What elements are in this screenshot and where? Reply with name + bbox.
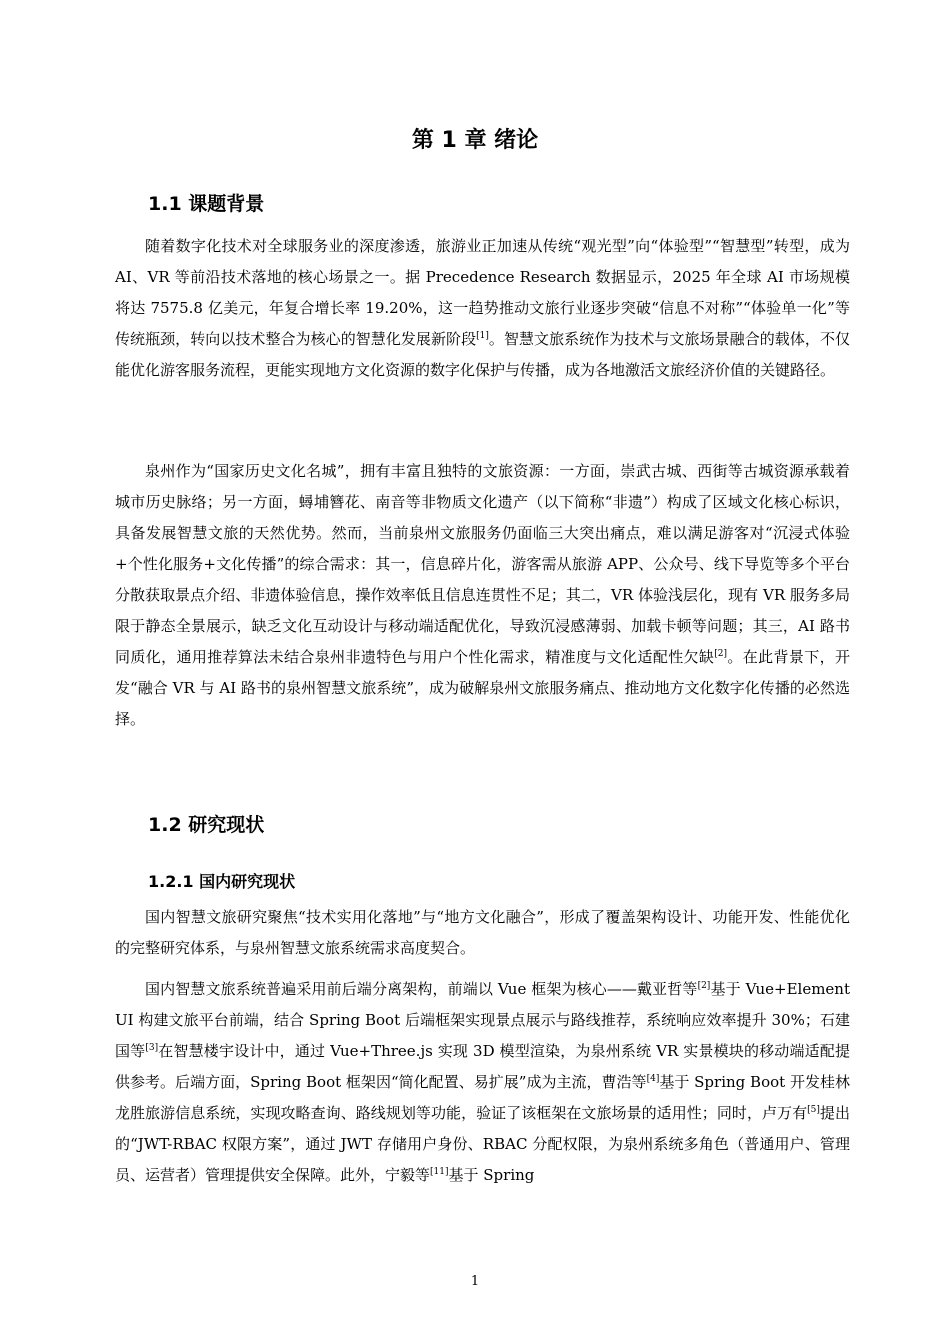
paragraph-background-1	[115, 231, 850, 386]
paragraph-text: 随着数字化技术对全球服务业的深度渗透，旅游业正加速从传统“观光型”向“体验型”“智慧型”转型，成为 AI、VR 等前沿技术落地的核心场景之一。据 Precedence Research 数据显示，2025 年全球 AI 市场规模将达 7575.8 亿美元，年复合增长率 19.20%，这一趋势推动文旅行业逐步突破“信息不对称”“体验单一化”等传统瓶颈，转向以技术整合为核心的智慧化发展新阶段	[115, 237, 850, 348]
paragraph-text: 基于 Vue+Element UI 构建文旅平台前端，结合 Spring Boot 后端框架实现景点展示与路线推荐，系统响应效率提升 30%；石建国等	[115, 980, 850, 1060]
citation: [5]	[807, 1105, 820, 1115]
chapter-title: 第 1 章 绪论	[411, 128, 539, 153]
section-heading-background: 1.1 课题背景	[148, 193, 265, 215]
paragraph-text: 基于 Spring Boot 开发桂林龙胜旅游信息系统，实现攻略查询、路线规划等功能，验证了该框架在文旅场景的适用性；同时，卢万有	[115, 1073, 850, 1122]
citation: [3]	[145, 1043, 159, 1053]
subsection-heading-domestic: 1.2.1 国内研究现状	[148, 872, 296, 891]
section-heading-research-status: 1.2 研究现状	[148, 814, 265, 836]
citation: [1]	[476, 331, 489, 341]
paragraph-text: 。在此背景下，开发“融合 VR 与 AI 路书的泉州智慧文旅系统”，成为破解泉州文旅服务痛点、推动地方文化数字化传播的必然选择。	[115, 648, 850, 728]
citation: [2]	[697, 981, 711, 991]
page-number: 1	[470, 1274, 480, 1289]
paragraph-text: 基于 Spring	[448, 1166, 535, 1184]
paragraph-text: 。智慧文旅系统作为技术与文旅场景融合的载体，不仅能优化游客服务流程，更能实现地方文化资源的数字化保护与传播，成为各地激活文旅经济价值的关键路径。	[115, 330, 850, 379]
citation: [2]	[714, 649, 728, 659]
citation: [4]	[646, 1074, 660, 1084]
paragraph-background-2	[115, 456, 850, 735]
paragraph-domestic-2	[115, 974, 850, 1191]
paragraph-text: 泉州作为“国家历史文化名城”，拥有丰富且独特的文旅资源：一方面，崇武古城、西街等古城资源承载着城市历史脉络；另一方面，蟳埔簪花、南音等非物质文化遗产（以下简称“非遗”）构成了区域文化核心标识，具备发展智慧文旅的天然优势。然而，当前泉州文旅服务仍面临三大突出痛点，难以满足游客对“沉浸式体验+个性化服务+文化传播”的综合需求：其一，信息碎片化，游客需从旅游 APP、公众号、线下导览等多个平台分散获取景点介绍、非遗体验信息，操作效率低且信息连贯性不足；其二，VR 体验浅层化，现有 VR 服务多局限于静态全景展示，缺乏文化互动设计与移动端适配优化，导致沉浸感薄弱、加载卡顿等问题；其三，AI 路书同质化，通用推荐算法未结合泉州非遗特色与用户个性化需求，精准度与文化适配性欠缺	[115, 462, 850, 666]
paragraph-text: 在智慧楼宇设计中，通过 Vue+Three.js 实现 3D 模型渲染，为泉州系统 VR 实景模块的移动端适配提供参考。后端方面，Spring Boot 框架因“简化配置、易扩展”成为主流，曹浩等	[115, 1042, 850, 1091]
paragraph-text: 提出的“JWT-RBAC 权限方案”，通过 JWT 存储用户身份、RBAC 分配权限，为泉州系统多角色（普通用户、管理员、运营者）管理提供安全保障。此外，宁毅等	[115, 1104, 850, 1184]
paragraph-text: 国内智慧文旅系统普遍采用前后端分离架构，前端以 Vue 框架为核心——戴亚哲等	[145, 980, 698, 998]
citation: [11]	[430, 1167, 449, 1177]
paragraph-domestic-1: 国内智慧文旅研究聚焦“技术实用化落地”与“地方文化融合”，形成了覆盖架构设计、功能开发、性能优化的完整研究体系，与泉州智慧文旅系统需求高度契合。	[115, 908, 850, 957]
